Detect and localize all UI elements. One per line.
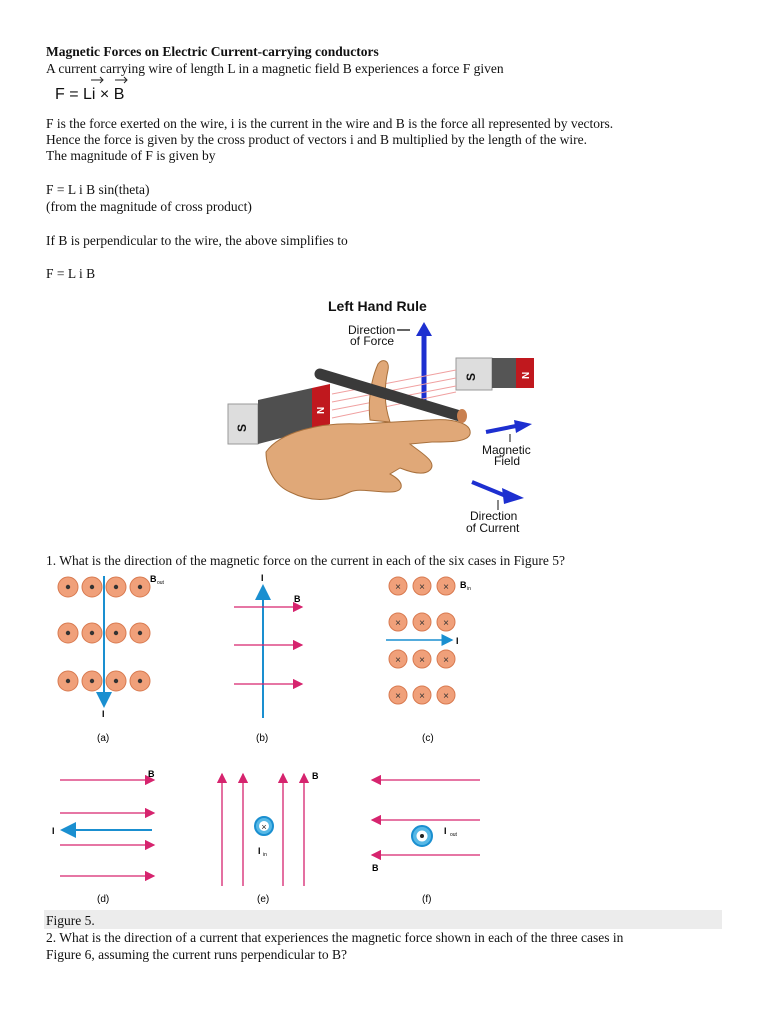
- svg-text:in: in: [467, 586, 471, 592]
- panel-b: [234, 573, 302, 744]
- svg-text:B: B: [294, 594, 301, 604]
- field-label-1: Magnetic: [482, 443, 531, 457]
- cross-product-formula: F = Li × B: [55, 86, 124, 104]
- svg-text:×: ×: [395, 655, 401, 666]
- svg-text:I: I: [444, 826, 447, 836]
- svg-text:N: N: [521, 371, 532, 379]
- question-2-line-1: 2. What is the direction of a current that experiences the magnetic force shown in each of the three cases in: [46, 930, 624, 945]
- svg-text:I: I: [261, 573, 264, 583]
- magnitude-formula: F = L i B sin(theta): [46, 182, 150, 197]
- svg-text:×: ×: [395, 691, 401, 702]
- current-label-1: Direction: [470, 509, 518, 523]
- figure-caption-bar: [44, 910, 722, 929]
- field-label-2: Field: [494, 454, 521, 468]
- perpendicular-text: If B is perpendicular to the wire, the above simplifies to: [46, 233, 348, 248]
- svg-text:×: ×: [419, 582, 425, 593]
- svg-text:S: S: [464, 372, 478, 381]
- svg-text:×: ×: [419, 691, 425, 702]
- svg-text:S: S: [235, 423, 249, 432]
- paragraph-line-2: Hence the force is given by the cross product of vectors i and B multiplied by the length of the wire.: [46, 132, 587, 147]
- left-hand-rule-figure: [220, 292, 550, 540]
- panel-c: [386, 577, 471, 744]
- field-arrow: [486, 420, 532, 433]
- intro-text: A current carrying wire of length L in a magnetic field B experiences a force F given: [46, 61, 504, 76]
- svg-text:B: B: [460, 580, 467, 590]
- question-2-line-2: Figure 6, assuming the current runs perpendicular to B?: [46, 947, 348, 962]
- svg-text:I: I: [456, 636, 459, 646]
- svg-text:in: in: [263, 852, 267, 858]
- svg-text:I: I: [258, 846, 261, 856]
- vector-arrows: [55, 76, 145, 100]
- svg-text:B: B: [312, 771, 319, 781]
- svg-text:B: B: [372, 863, 379, 873]
- svg-text:(c): (c): [422, 733, 434, 744]
- magnet-right: [456, 358, 534, 390]
- svg-text:×: ×: [443, 691, 449, 702]
- svg-text:×: ×: [395, 618, 401, 629]
- svg-text:×: ×: [443, 655, 449, 666]
- svg-text:I: I: [52, 826, 55, 836]
- svg-text:×: ×: [443, 618, 449, 629]
- svg-text:(f): (f): [422, 894, 432, 905]
- svg-text:I: I: [102, 709, 105, 719]
- panel-d: [52, 769, 155, 905]
- svg-text:(d): (d): [97, 894, 110, 905]
- svg-text:N: N: [316, 406, 327, 414]
- svg-text:(e): (e): [257, 894, 270, 905]
- figure-caption: Figure 5.: [46, 913, 95, 928]
- svg-text:×: ×: [419, 618, 425, 629]
- svg-text:out: out: [450, 832, 457, 838]
- current-label-2: of Current: [466, 521, 520, 535]
- figure-5: [40, 568, 500, 910]
- paragraph-line-1: F is the force exerted on the wire, i is the current in the wire and B is the force all represented by vectors.: [46, 116, 614, 131]
- panel-e: [222, 771, 319, 905]
- question-1: 1. What is the direction of the magnetic force on the current in each of the six cases in Figure 5?: [46, 553, 565, 568]
- simplified-formula: F = L i B: [46, 266, 96, 281]
- svg-text:(a): (a): [97, 733, 110, 744]
- force-label-1: Direction: [348, 323, 396, 337]
- svg-text:(b): (b): [256, 733, 269, 744]
- document-heading: Magnetic Forces on Electric Current-carrying conductors: [46, 44, 379, 59]
- svg-text:×: ×: [419, 655, 425, 666]
- svg-text:×: ×: [395, 582, 401, 593]
- panel-f: [372, 780, 480, 905]
- svg-text:×: ×: [443, 582, 449, 593]
- panel-a: [58, 574, 165, 744]
- magnitude-note: (from the magnitude of cross product): [46, 199, 252, 214]
- svg-text:B: B: [150, 574, 157, 584]
- svg-text:out: out: [157, 580, 164, 586]
- paragraph-line-3: The magnitude of F is given by: [46, 148, 216, 163]
- svg-text:×: ×: [261, 822, 267, 832]
- svg-text:B: B: [148, 769, 155, 779]
- lhr-title: Left Hand Rule: [328, 298, 427, 314]
- force-label-2: of Force: [350, 334, 395, 348]
